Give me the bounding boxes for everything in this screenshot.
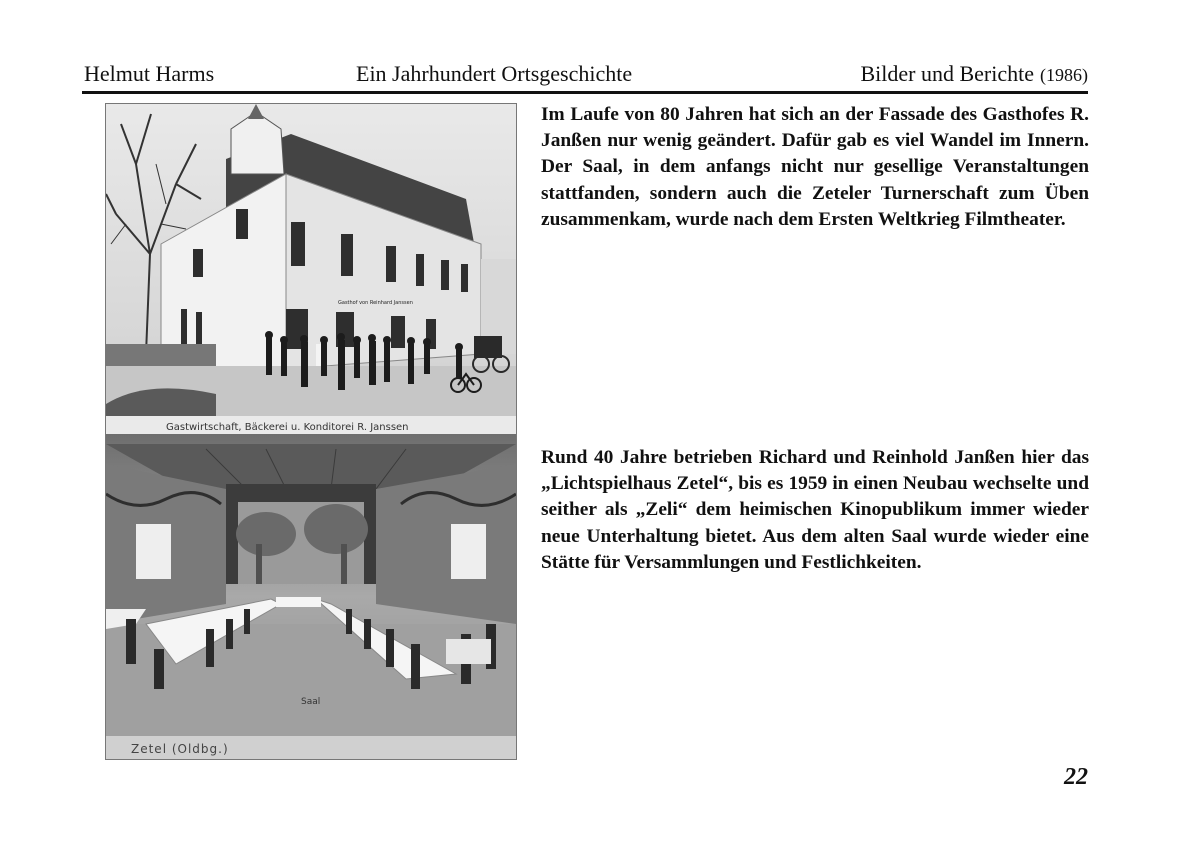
gasthof-exterior-photo — [106, 104, 516, 434]
header-year: (1986) — [1040, 65, 1088, 85]
header-series-name: Bilder und Berichte — [860, 61, 1034, 86]
building-sign-text: Gasthof von Reinhard Janssen — [338, 300, 413, 306]
location-caption: Zetel (Oldbg.) — [131, 742, 229, 756]
header-rule — [82, 91, 1088, 94]
page-header — [84, 60, 1088, 92]
historic-postcard-image — [105, 103, 517, 760]
paragraph-cinema: Rund 40 Jahre betrieben Richard und Reinhold Janßen hier das „Lichtspielhaus Zetel“, bis es 1959 in einen Neubau wechselte und seither als „Zeli“ dem heimischen Kinopublikum immer wieder neue Unterhaltung bietet. Aus dem alten Saal wurde wieder eine Stätte für Versammlungen und Festlichkeiten. — [541, 447, 1089, 573]
header-title: Ein Jahrhundert Ortsgeschichte — [356, 61, 633, 86]
header-author: Helmut Harms — [84, 61, 215, 86]
header-series — [860, 60, 1088, 89]
saal-interior-photo — [106, 434, 516, 759]
paragraph-facade: Im Laufe von 80 Jahren hat sich an der Fassade des Gasthofes R. Janßen nur wenig geändert. Dafür gab es viel Wandel im Innern. Der Saal, in dem anfangs nicht nur gesellige Veranstaltungen stattfanden, sondern auch die Zeteler Turnerschaft zum Üben zusammenkam, wurde nach dem Ersten Weltkrieg Filmtheater. — [541, 104, 1089, 230]
top-photo-caption: Gastwirtschaft, Bäckerei u. Konditorei R. Janssen — [166, 422, 409, 433]
hall-caption: Saal — [301, 697, 321, 707]
page-number: 22 — [1064, 764, 1088, 790]
